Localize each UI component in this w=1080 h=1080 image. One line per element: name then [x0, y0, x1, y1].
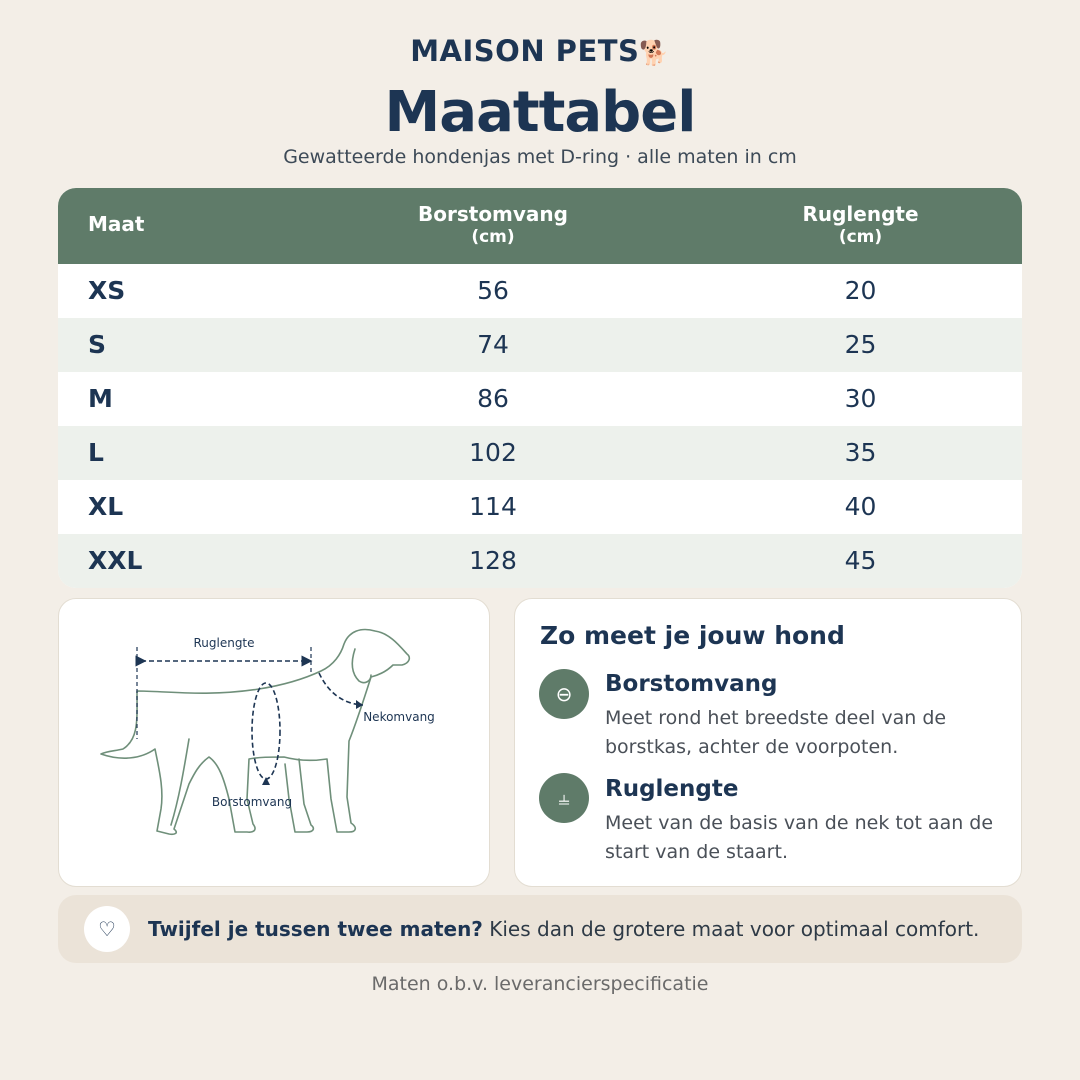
chest-cell: 56	[477, 276, 509, 305]
back-cell: 25	[844, 330, 877, 359]
header-chest	[388, 202, 598, 247]
step-back-title: Ruglengte	[605, 776, 739, 802]
diagram-neck-label: Nekomvang	[363, 710, 435, 724]
header-size: Maat	[88, 212, 145, 236]
page-subtitle: Gewatteerde hondenjas met D-ring · alle maten in cm	[283, 146, 797, 168]
size-cell: XS	[88, 276, 126, 305]
step-back-desc: Meet van de basis van de nek tot aan de start van de staart.	[605, 812, 994, 863]
size-cell: XXL	[88, 546, 143, 575]
how-to-measure-card	[514, 598, 1022, 887]
chest-cell: 74	[477, 330, 509, 359]
page-title: Maattabel	[384, 80, 696, 145]
diagram-chest-label: Borstomvang	[211, 795, 293, 809]
dog-icon: 🐕	[639, 39, 670, 67]
step-chest-title: Borstomvang	[605, 671, 778, 697]
table-row	[58, 534, 1022, 588]
brand-logo	[0, 34, 1080, 68]
tip-bold: Twijfel je tussen twee maten?	[148, 917, 483, 941]
size-cell: S	[88, 330, 107, 359]
howto-title: Zo meet je jouw hond	[540, 621, 845, 650]
header-chest-unit: (cm)	[471, 227, 515, 247]
chest-cell: 86	[477, 384, 509, 413]
header-back-label: Ruglengte	[802, 202, 919, 226]
table-row	[58, 318, 1022, 372]
table-row	[58, 480, 1022, 534]
header-back	[758, 202, 963, 247]
diagram-back-label: Ruglengte	[193, 636, 255, 650]
size-cell: M	[88, 384, 113, 413]
tip-rest: Kies dan de grotere maat voor optimaal comfort.	[482, 917, 980, 941]
table-row	[58, 372, 1022, 426]
table-row	[58, 426, 1022, 480]
ruler-icon: ⫨	[539, 773, 589, 823]
brand-name: MAISON PETS	[410, 34, 640, 68]
heart-icon: ♡	[84, 906, 130, 952]
back-cell: 40	[844, 492, 877, 521]
tip-text	[148, 895, 979, 963]
header-back-unit: (cm)	[838, 227, 883, 247]
size-cell: L	[88, 438, 104, 467]
size-table	[58, 188, 1022, 588]
chest-cell: 128	[469, 546, 517, 575]
table-header	[58, 188, 1022, 264]
chest-measure-icon: ⊖	[539, 669, 589, 719]
back-cell: 20	[844, 276, 877, 305]
back-cell: 45	[844, 546, 877, 575]
chest-cell: 102	[469, 438, 517, 467]
chest-cell: 114	[469, 492, 517, 521]
dog-measurement-diagram	[59, 599, 489, 886]
step-chest-desc: Meet rond het breedste deel van de borstkas, achter de voorpoten.	[605, 707, 947, 758]
back-cell: 35	[844, 438, 877, 467]
back-cell: 30	[844, 384, 877, 413]
size-cell: XL	[88, 492, 124, 521]
size-tip	[58, 895, 1022, 963]
footer-note: Maten o.b.v. leverancierspecificatie	[371, 973, 709, 995]
header-chest-label: Borstomvang	[418, 202, 568, 226]
measurement-diagram-card	[58, 598, 490, 887]
table-row	[58, 264, 1022, 318]
